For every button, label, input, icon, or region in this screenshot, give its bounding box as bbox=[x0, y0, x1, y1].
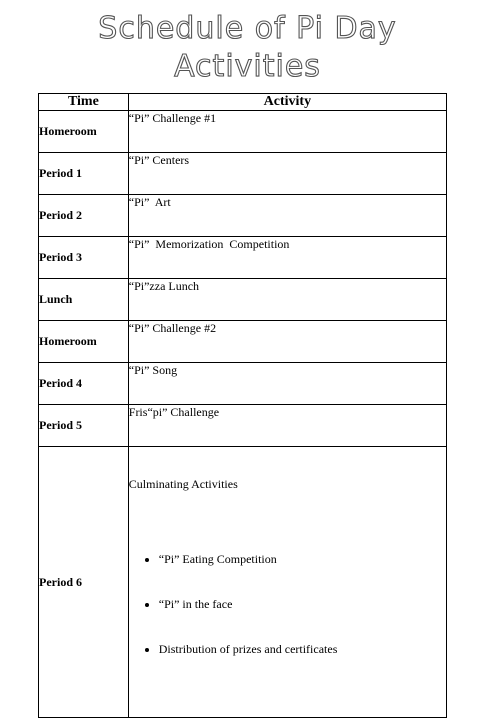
activity-cell: Fris“pi” Challenge bbox=[128, 405, 446, 447]
time-cell: Period 6 bbox=[39, 447, 129, 718]
title-line-2: Activities bbox=[174, 49, 321, 84]
list-item: • Distribution of prizes and certificates bbox=[159, 642, 446, 657]
document-title bbox=[0, 10, 495, 86]
list-item: • “Pi” Eating Competition bbox=[159, 552, 446, 567]
time-cell: Period 4 bbox=[39, 363, 129, 405]
table-row bbox=[39, 405, 447, 447]
activity-cell: “Pi” Challenge #1 bbox=[128, 111, 446, 153]
activity-cell: “Pi” Centers bbox=[128, 153, 446, 195]
activity-heading: Culminating Activities bbox=[128, 477, 238, 491]
activity-cell bbox=[128, 447, 446, 718]
activity-cell: “Pi” Song bbox=[128, 363, 446, 405]
time-header: Time bbox=[39, 94, 129, 111]
activity-cell: “Pi” Art bbox=[128, 195, 446, 237]
title-line-1: Schedule of Pi Day bbox=[98, 11, 397, 46]
table-row bbox=[39, 279, 447, 321]
time-cell: Period 5 bbox=[39, 405, 129, 447]
time-cell: Period 3 bbox=[39, 237, 129, 279]
time-cell: Homeroom bbox=[39, 111, 129, 153]
header-row bbox=[39, 94, 447, 111]
table-row bbox=[39, 363, 447, 405]
activity-bullet-list bbox=[129, 522, 446, 687]
table-row bbox=[39, 153, 447, 195]
table-row bbox=[39, 321, 447, 363]
list-item: • “Pi” in the face bbox=[159, 597, 446, 612]
activity-header: Activity bbox=[128, 94, 446, 111]
time-cell: Period 1 bbox=[39, 153, 129, 195]
time-cell: Homeroom bbox=[39, 321, 129, 363]
table-row bbox=[39, 447, 447, 718]
table-row bbox=[39, 237, 447, 279]
activity-cell: “Pi” Challenge #2 bbox=[128, 321, 446, 363]
table-row bbox=[39, 111, 447, 153]
table-row bbox=[39, 195, 447, 237]
time-cell: Lunch bbox=[39, 279, 129, 321]
time-cell: Period 2 bbox=[39, 195, 129, 237]
schedule-table bbox=[38, 93, 447, 718]
activity-cell: “Pi” Memorization Competition bbox=[128, 237, 446, 279]
activity-cell: “Pi”zza Lunch bbox=[128, 279, 446, 321]
